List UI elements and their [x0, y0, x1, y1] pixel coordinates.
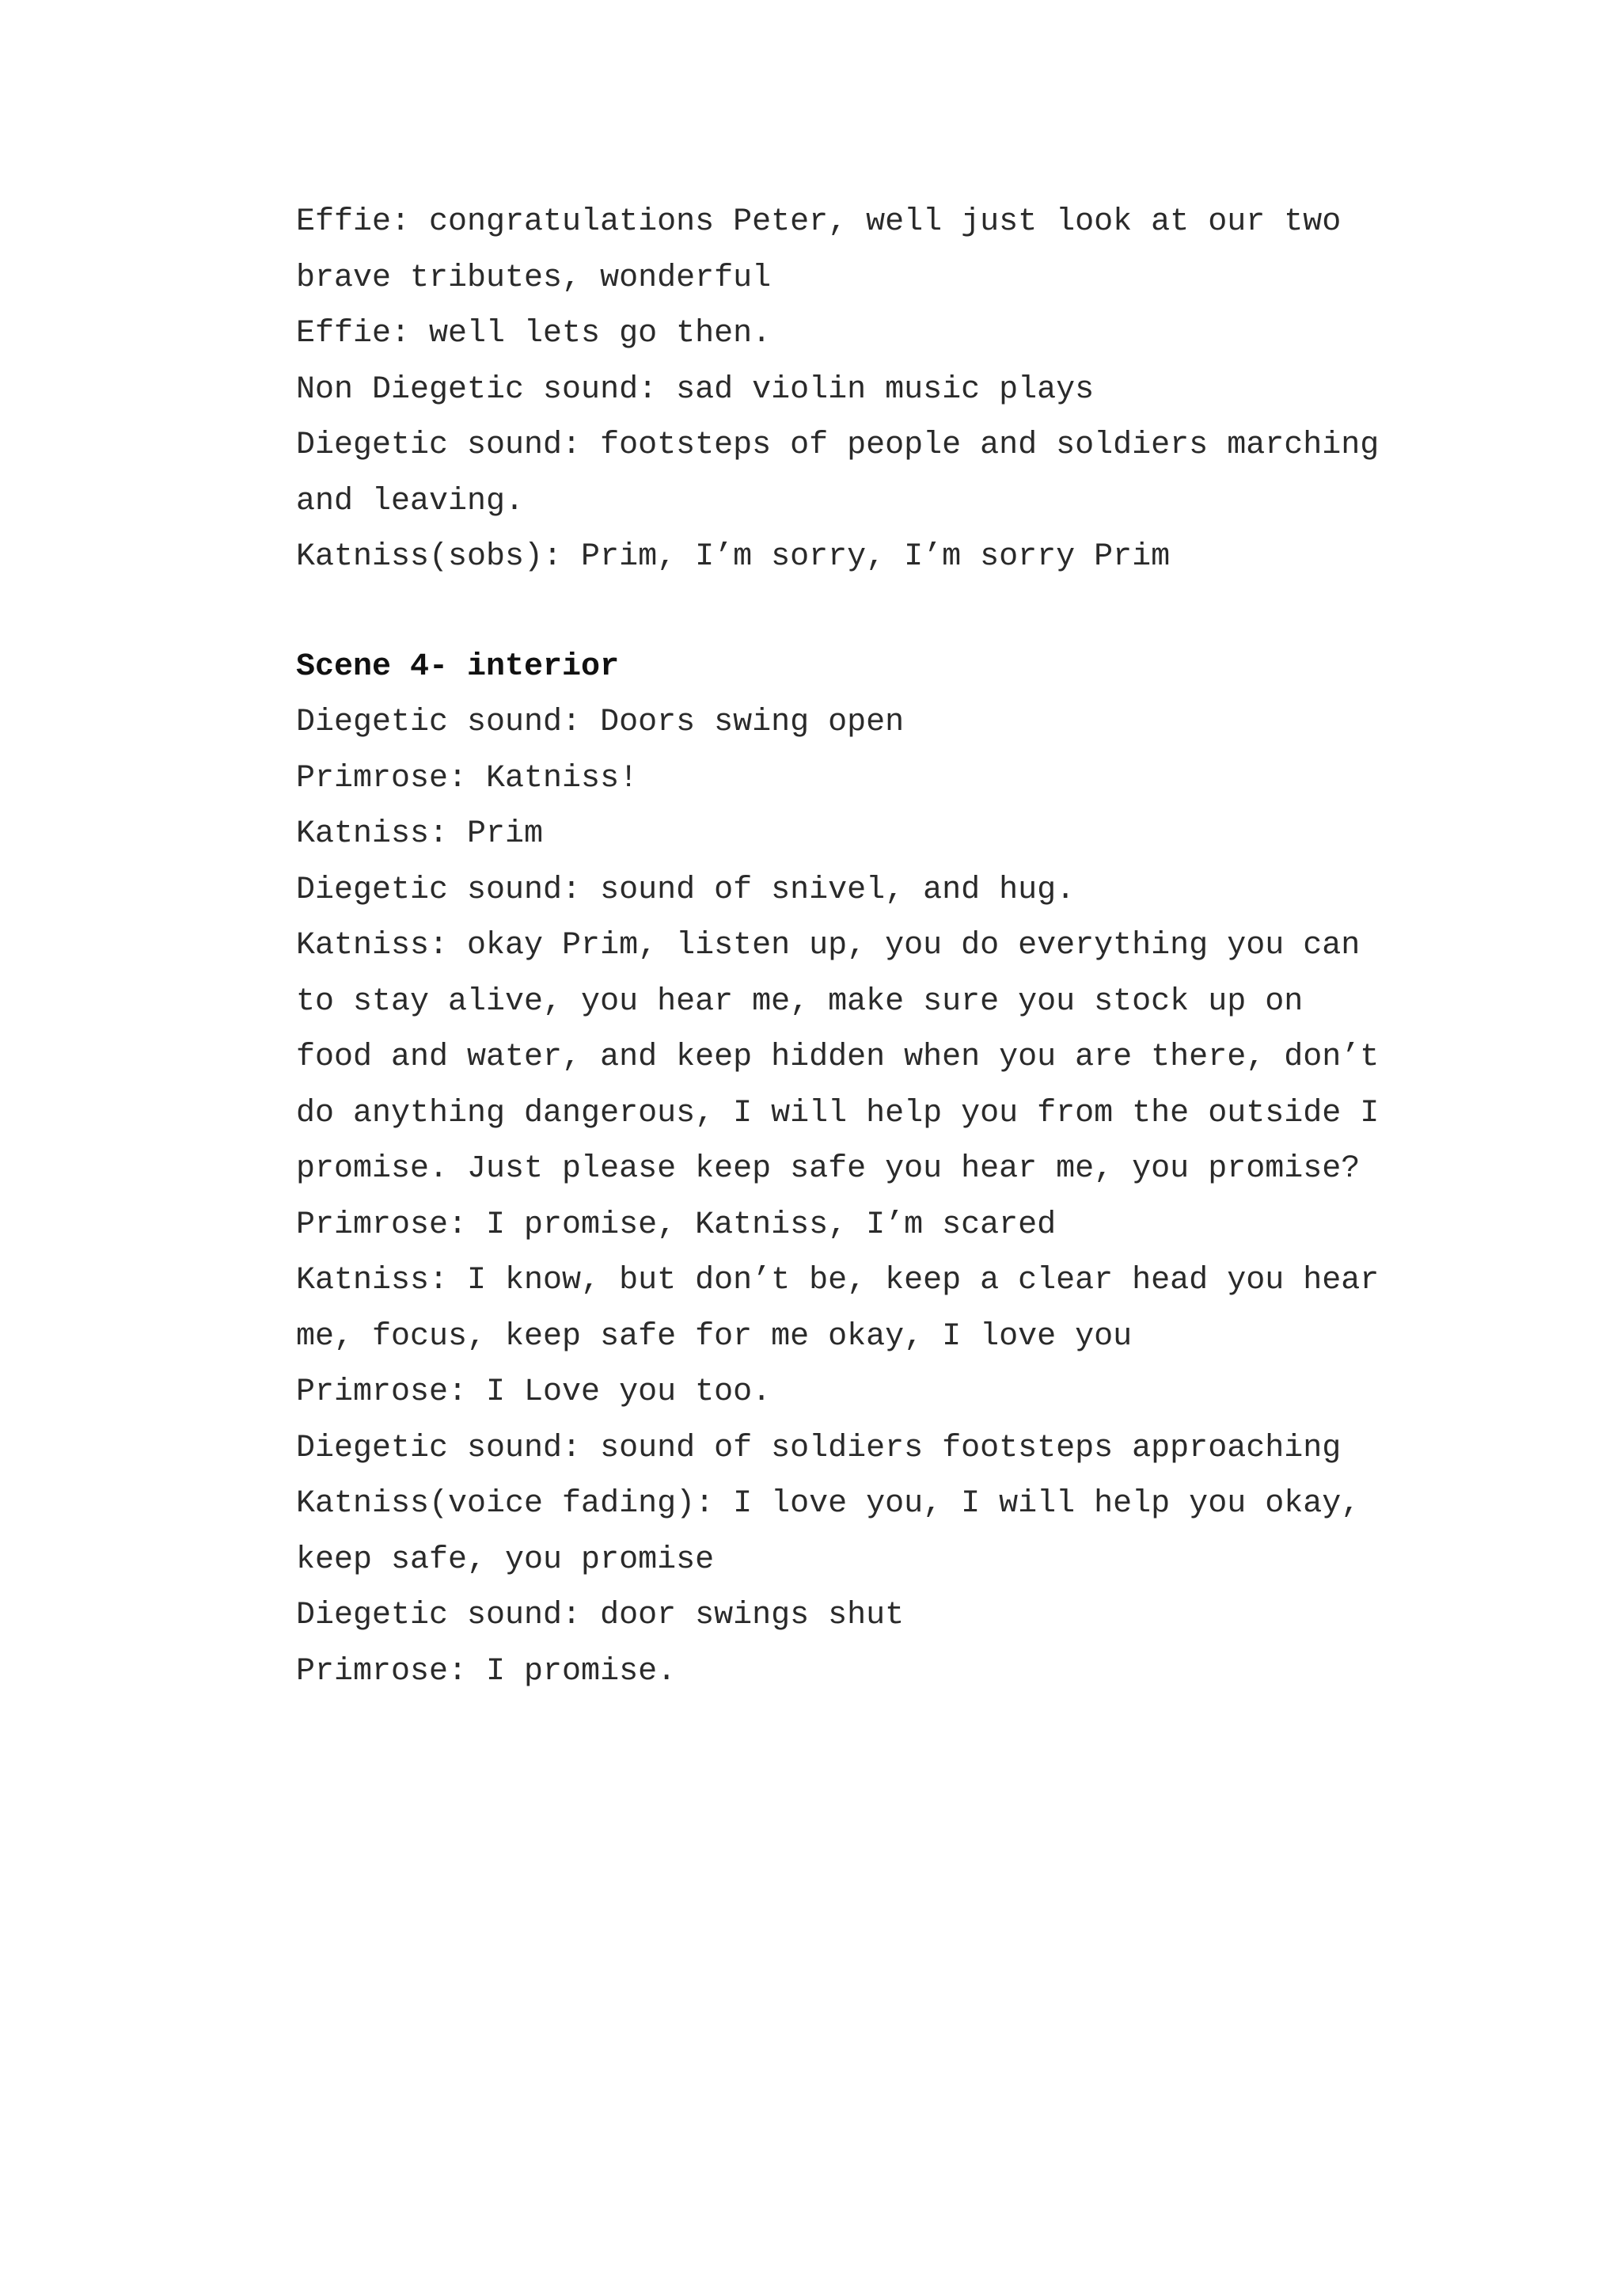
script-line: food and water, and keep hidden when you are there, don’t	[296, 1040, 1380, 1075]
script-line: Diegetic sound: sound of snivel, and hug.	[296, 872, 1076, 908]
script-line: to stay alive, you hear me, make sure you stock up on	[296, 983, 1304, 1020]
script-line: me, focus, keep safe for me okay, I love you	[296, 1318, 1133, 1355]
scene-heading: Scene 4- interior	[296, 648, 620, 685]
script-line: Primrose: I promise, Katniss, I’m scared	[296, 1207, 1057, 1243]
script-line: Katniss: I know, but don’t be, keep a clear head you hear	[296, 1263, 1380, 1298]
script-line: Non Diegetic sound: sad violin music plays	[296, 371, 1095, 408]
script-text	[296, 195, 1436, 1700]
script-line: Katniss(sobs): Prim, I’m sorry, I’m sorry Prim	[296, 539, 1171, 575]
script-line: Diegetic sound: sound of soldiers footsteps approaching	[296, 1430, 1342, 1466]
script-line: Diegetic sound: door swings shut	[296, 1598, 905, 1633]
script-line: promise. Just please keep safe you hear me, you promise?	[296, 1151, 1361, 1187]
script-line: keep safe, you promise	[296, 1541, 715, 1578]
script-line: Katniss: okay Prim, listen up, you do everything you can	[296, 928, 1361, 964]
script-line: brave tributes, wonderful	[296, 260, 772, 296]
script-line: Katniss(voice fading): I love you, I will help you okay,	[296, 1486, 1361, 1522]
script-line: Primrose: Katniss!	[296, 760, 639, 796]
script-line: Primrose: I Love you too.	[296, 1374, 772, 1410]
blank-line	[296, 586, 1436, 640]
script-line: Primrose: I promise.	[296, 1653, 677, 1690]
script-line: do anything dangerous, I will help you from the outside I	[296, 1095, 1380, 1131]
script-line: and leaving.	[296, 483, 525, 519]
script-line: Diegetic sound: footsteps of people and soldiers marching	[296, 428, 1380, 463]
script-line: Effie: congratulations Peter, well just look at our two	[296, 204, 1342, 240]
script-line: Effie: well lets go then.	[296, 316, 772, 352]
script-line: Katniss: Prim	[296, 816, 544, 852]
script-line: Diegetic sound: Doors swing open	[296, 705, 905, 740]
